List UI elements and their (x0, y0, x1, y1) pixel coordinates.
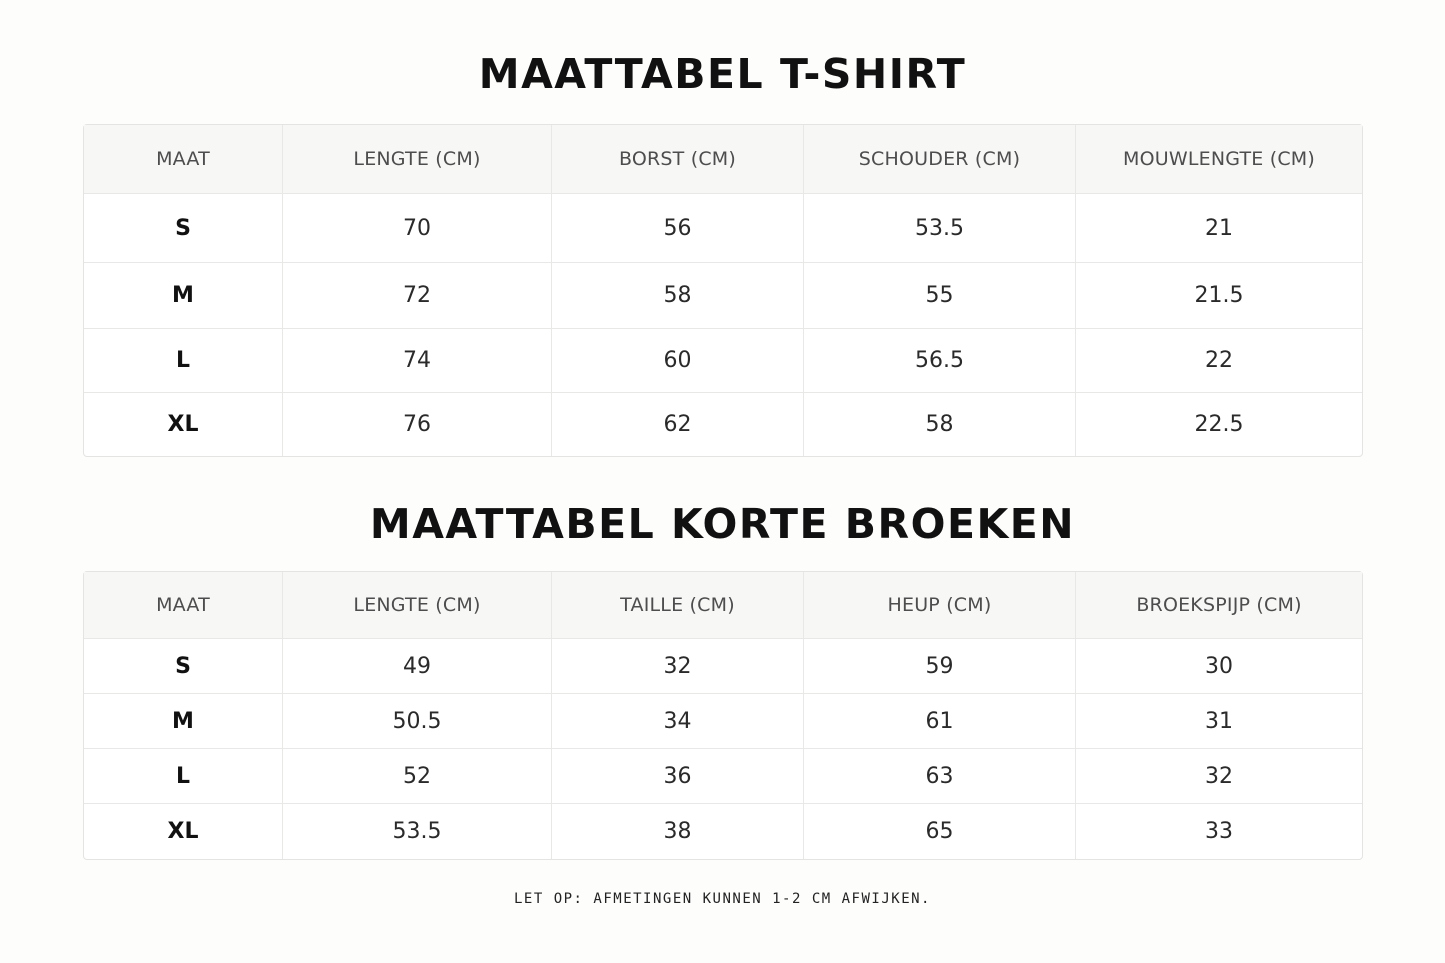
shorts-size-table (83, 571, 1363, 860)
table-cell: 34 (552, 694, 804, 749)
size-cell: M (84, 694, 283, 749)
column-header-hip: HEUP (CM) (804, 572, 1076, 639)
table-cell: 56.5 (804, 329, 1076, 393)
table-cell: 50.5 (283, 694, 552, 749)
table-cell: 31 (1076, 694, 1362, 749)
table-row (84, 804, 1362, 859)
table-cell: 21 (1076, 194, 1362, 263)
table-row (84, 639, 1362, 694)
tshirt-size-table (83, 124, 1363, 457)
size-cell: L (84, 329, 283, 393)
table-cell: 74 (283, 329, 552, 393)
table-cell: 32 (1076, 749, 1362, 804)
table-cell: 32 (552, 639, 804, 694)
size-cell: S (84, 194, 283, 263)
table-cell: 52 (283, 749, 552, 804)
table-cell: 30 (1076, 639, 1362, 694)
shorts-size-chart-title: MAATTABEL KORTE BROEKEN (369, 500, 1076, 548)
table-cell: 49 (283, 639, 552, 694)
table-cell: 62 (552, 393, 804, 456)
table-cell: 76 (283, 393, 552, 456)
column-header-sleeve-length: MOUWLENGTE (CM) (1076, 125, 1362, 194)
table-cell: 22 (1076, 329, 1362, 393)
table-row (84, 749, 1362, 804)
table-row (84, 694, 1362, 749)
table-cell: 59 (804, 639, 1076, 694)
table-cell: 53.5 (283, 804, 552, 859)
table-cell: 56 (552, 194, 804, 263)
column-header-size: MAAT (84, 125, 283, 194)
table-cell: 60 (552, 329, 804, 393)
column-header-chest: BORST (CM) (552, 125, 804, 194)
column-header-leg-opening: BROEKSPIJP (CM) (1076, 572, 1362, 639)
table-row (84, 393, 1362, 456)
tshirt-size-chart-title: MAATTABEL T-SHIRT (478, 50, 967, 98)
table-row (84, 263, 1362, 329)
size-cell: M (84, 263, 283, 329)
table-cell: 63 (804, 749, 1076, 804)
table-cell: 38 (552, 804, 804, 859)
table-header-row (84, 572, 1362, 639)
table-cell: 21.5 (1076, 263, 1362, 329)
table-cell: 55 (804, 263, 1076, 329)
table-cell: 58 (552, 263, 804, 329)
measurement-disclaimer-note: LET OP: AFMETINGEN KUNNEN 1-2 CM AFWIJKEN. (513, 891, 931, 907)
column-header-length: LENGTE (CM) (283, 572, 552, 639)
size-cell: L (84, 749, 283, 804)
size-cell: XL (84, 804, 283, 859)
table-cell: 53.5 (804, 194, 1076, 263)
column-header-shoulder: SCHOUDER (CM) (804, 125, 1076, 194)
table-header-row (84, 125, 1362, 194)
size-cell: XL (84, 393, 283, 456)
table-cell: 22.5 (1194, 412, 1244, 437)
table-cell: 36 (552, 749, 804, 804)
table-cell: 65 (804, 804, 1076, 859)
column-header-length: LENGTE (CM) (283, 125, 552, 194)
column-header-waist: TAILLE (CM) (552, 572, 804, 639)
table-row (84, 329, 1362, 393)
table-cell: 70 (283, 194, 552, 263)
table-cell: 33 (1205, 819, 1233, 844)
table-cell: 58 (804, 393, 1076, 456)
table-row (84, 194, 1362, 263)
table-cell: 72 (283, 263, 552, 329)
table-cell: 61 (804, 694, 1076, 749)
column-header-size: MAAT (84, 572, 283, 639)
size-cell: S (84, 639, 283, 694)
